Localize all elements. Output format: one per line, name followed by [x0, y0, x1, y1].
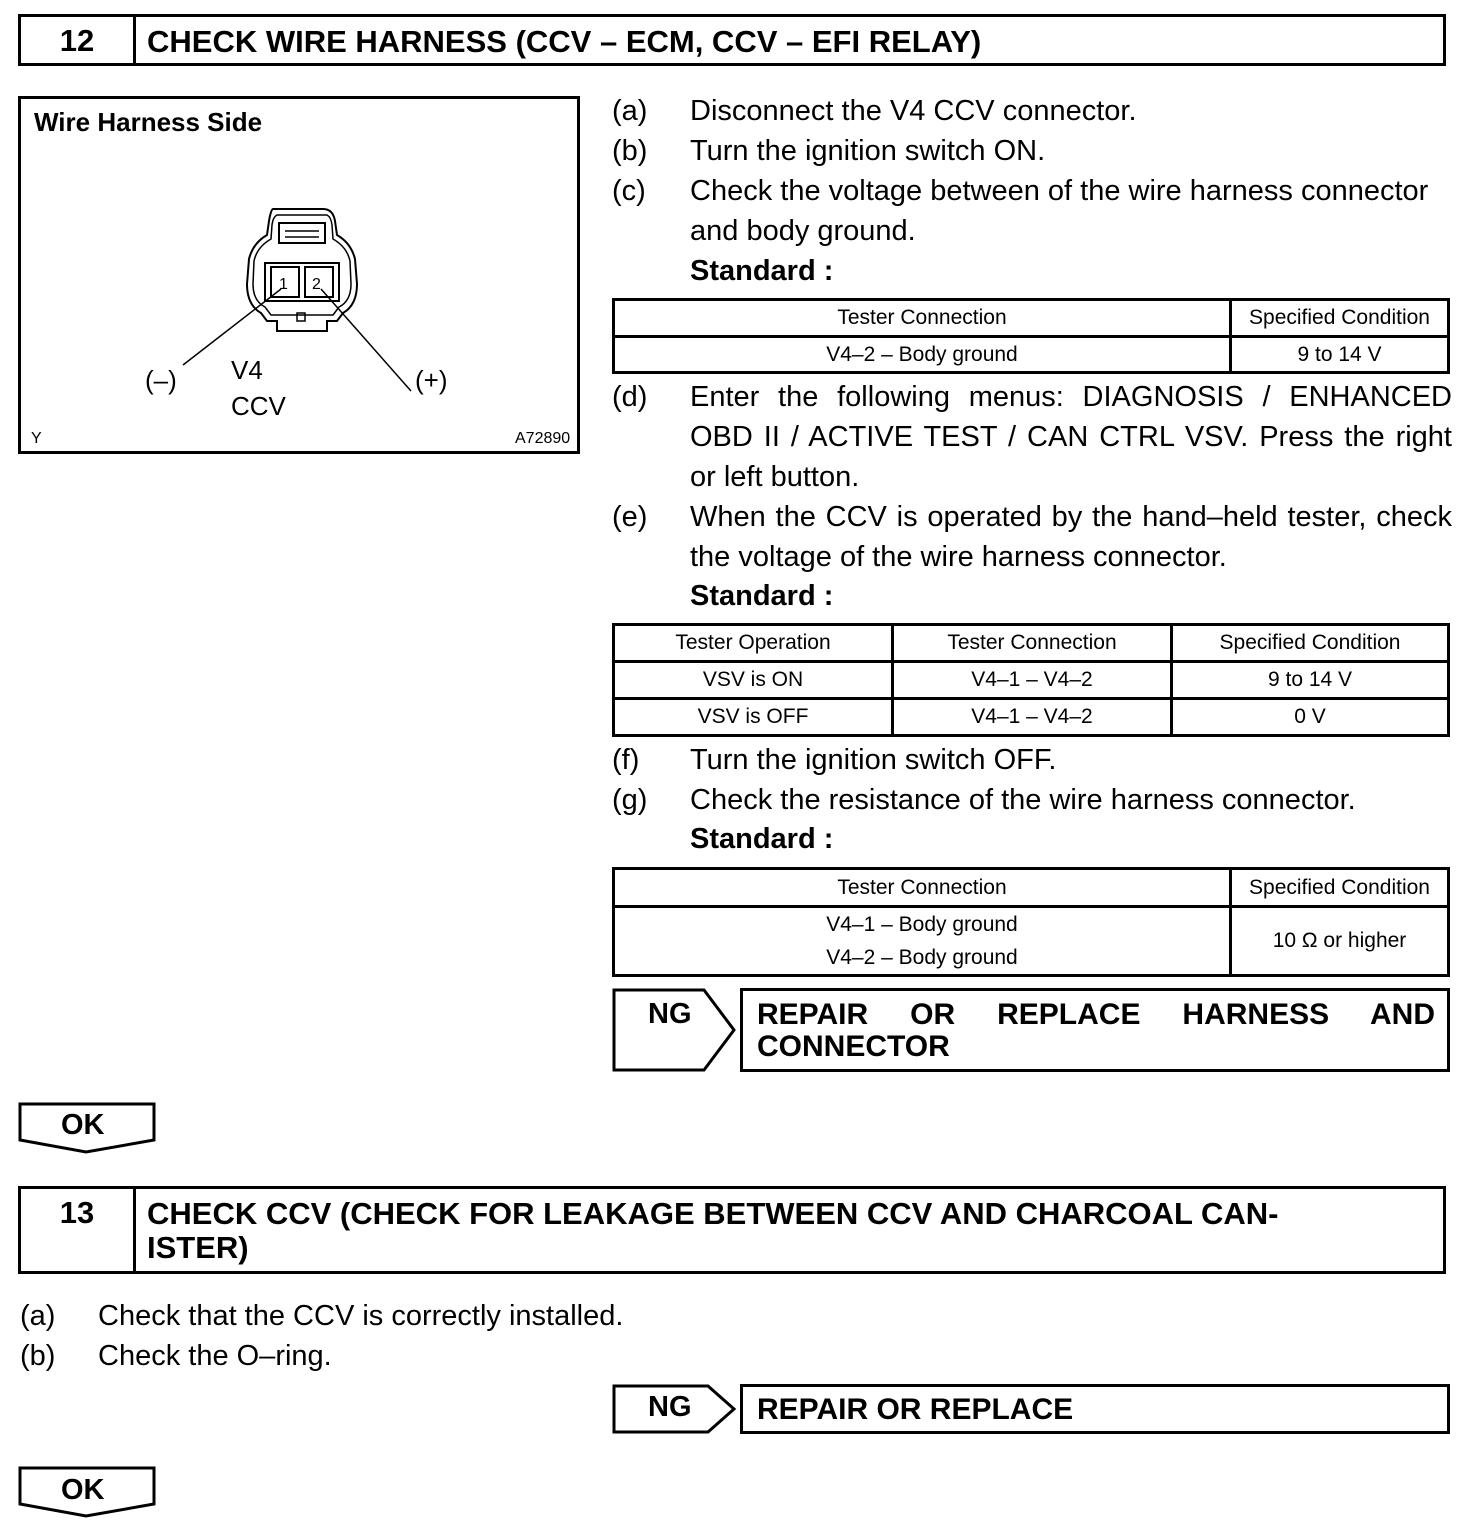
figure-corner-label: Y — [31, 430, 42, 447]
ng-label-12: NG — [648, 998, 692, 1030]
ng-result-line-1: REPAIR OR REPLACE HARNESS AND — [757, 998, 1435, 1031]
step-text: Disconnect the V4 CCV connector. — [690, 95, 1137, 127]
table-cell: V4–2 – Body ground — [614, 337, 1231, 373]
step-13-number: 13 — [21, 1189, 136, 1271]
step-label: (f) — [612, 744, 640, 776]
step-label: (d) — [612, 381, 648, 413]
figure-id: A72890 — [515, 430, 571, 447]
step-label: (a) — [612, 95, 648, 127]
table-header: Tester Connection — [614, 300, 1231, 337]
step-13-title-line-2: ISTER) — [147, 1230, 249, 1265]
table-cell-line: V4–1 – Body ground — [826, 913, 1018, 936]
ng-result-text: REPAIR OR REPLACE — [757, 1393, 1074, 1426]
step-text: Turn the ignition switch ON. — [690, 135, 1046, 167]
spec-table-voltage — [612, 298, 1450, 374]
step-text-line-1: Check the voltage between of the wire harness connector — [690, 175, 1429, 207]
figure-title: Wire Harness Side — [34, 107, 263, 137]
table-cell: 9 to 14 V — [1172, 662, 1449, 699]
spec-table-active-test — [612, 623, 1450, 737]
table-header: Tester Connection — [893, 625, 1172, 662]
ccv-connector-diagram — [21, 99, 577, 451]
table-header: Tester Operation — [614, 625, 893, 662]
step-text: When the CCV is operated by the hand–held tester, check the voltage of the wire harness connector. — [690, 501, 1452, 573]
standard-label-1: Standard : — [690, 255, 834, 287]
step-label: (a) — [20, 1300, 56, 1332]
step-label: (e) — [612, 501, 648, 533]
table-cell: VSV is ON — [614, 662, 893, 699]
table-cell — [614, 907, 1231, 976]
positive-terminal-label: (+) — [415, 365, 448, 395]
connector-code-label: V4 — [231, 355, 263, 385]
table-cell: 9 to 14 V — [1231, 337, 1449, 373]
step-text-line-2: and body ground. — [690, 215, 916, 247]
step-text: Check the O–ring. — [98, 1340, 332, 1372]
step-label: (c) — [612, 175, 646, 207]
step-text: Enter the following menus: DIAGNOSIS / ENHANCED OBD II / ACTIVE TEST / CAN CTRL VSV. Press the right or left button. — [690, 381, 1452, 493]
standard-label-3: Standard : — [690, 823, 834, 855]
step-12-header — [18, 14, 1446, 66]
spec-table-resistance — [612, 867, 1450, 977]
table-cell: 10 Ω or higher — [1231, 907, 1449, 976]
step-12-title: CHECK WIRE HARNESS (CCV – ECM, CCV – EFI RELAY) — [147, 24, 982, 59]
connector-name-label: CCV — [231, 391, 286, 421]
step-text: Check that the CCV is correctly installed. — [98, 1300, 624, 1332]
step-12-number: 12 — [21, 17, 136, 63]
step-text: Check the resistance of the wire harness connector. — [690, 784, 1356, 816]
table-cell-line: V4–2 – Body ground — [826, 946, 1018, 969]
table-cell: V4–1 – V4–2 — [893, 662, 1172, 699]
table-header: Specified Condition — [1231, 300, 1449, 337]
step-label: (b) — [20, 1340, 56, 1372]
step-13-title-line-1: CHECK CCV (CHECK FOR LEAKAGE BETWEEN CCV AND CHARCOAL CAN- — [147, 1196, 1279, 1231]
table-cell: VSV is OFF — [614, 699, 893, 736]
table-header: Specified Condition — [1172, 625, 1449, 662]
step-label: (g) — [612, 784, 648, 816]
table-header: Tester Connection — [614, 869, 1231, 907]
ng-result-line-2: CONNECTOR — [757, 1030, 950, 1063]
table-cell: 0 V — [1172, 699, 1449, 736]
standard-label-2: Standard : — [690, 580, 834, 612]
step-text: Turn the ignition switch OFF. — [690, 744, 1057, 776]
negative-terminal-label: (–) — [145, 365, 177, 395]
ng-result-13 — [740, 1384, 1450, 1434]
table-header: Specified Condition — [1231, 869, 1449, 907]
ok-label-13: OK — [61, 1474, 105, 1506]
step-label: (b) — [612, 135, 648, 167]
wire-harness-figure — [18, 96, 580, 454]
ng-label-13: NG — [648, 1391, 692, 1423]
ng-result-12 — [740, 988, 1450, 1072]
pin-2-label: 2 — [312, 276, 321, 293]
step-13-header — [18, 1186, 1446, 1274]
table-cell: V4–1 – V4–2 — [893, 699, 1172, 736]
ok-label-12: OK — [61, 1109, 105, 1141]
pin-1-label: 1 — [279, 276, 288, 293]
